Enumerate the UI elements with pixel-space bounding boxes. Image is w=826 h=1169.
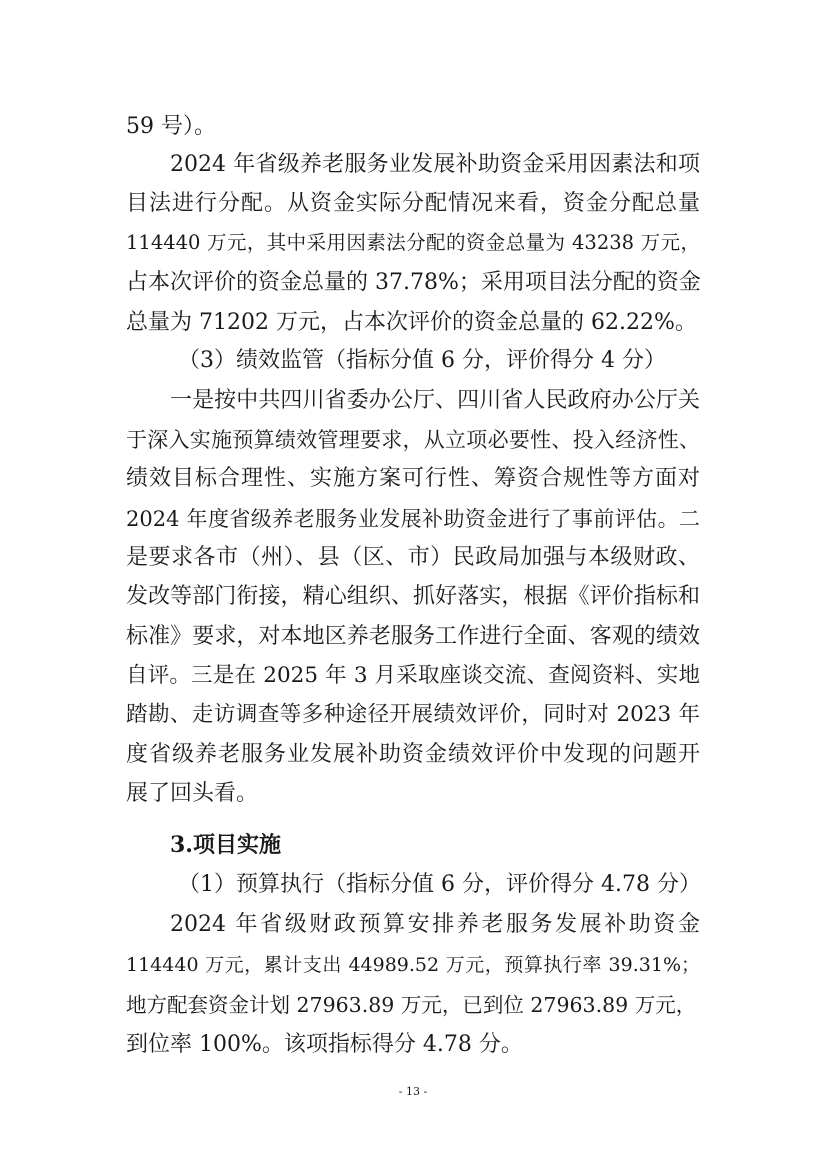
paragraph-line: 度省级养老服务业发展补助资金绩效评价中发现的问题开	[126, 742, 700, 767]
sub-heading: （1）预算执行（指标分值 6 分，评价得分 4.78 分）	[178, 872, 701, 897]
paragraph-line: 展了回头看。	[126, 781, 259, 806]
paragraph-line: 2024 年省级养老服务业发展补助资金采用因素法和项	[170, 152, 700, 177]
paragraph-line: 自评。三是在 2025 年 3 月采取座谈交流、查阅资料、实地	[126, 663, 700, 688]
paragraph-line: 114440 万元，其中采用因素法分配的资金总量为 43238 万元，	[126, 231, 700, 254]
paragraph-line: 占本次评价的资金总量的 37.78%；采用项目法分配的资金	[126, 270, 701, 295]
paragraph-line: 总量为 71202 万元，占本次评价的资金总量的 62.22%。	[126, 310, 697, 335]
paragraph-line: 于深入实施预算绩效管理要求，从立项必要性、投入经济性、	[126, 428, 700, 452]
sub-heading: （3）绩效监管（指标分值 6 分，评价得分 4 分）	[178, 348, 666, 373]
paragraph-line: 绩效目标合理性、实施方案可行性、筹资合规性等方面对	[126, 466, 700, 491]
paragraph-line: 标准》要求，对本地区养老服务工作进行全面、客观的绩效	[126, 624, 700, 649]
page-number: - 13 -	[398, 1085, 428, 1098]
paragraph-line: 114440 万元，累计支出 44989.52 万元，预算执行率 39.31%；	[126, 954, 700, 976]
text-line: 59 号）。	[126, 114, 216, 139]
paragraph-line: 到位率 100%。该项指标得分 4.78 分。	[126, 1032, 523, 1057]
paragraph-line: 踏勘、走访调查等多种途径开展绩效评价，同时对 2023 年	[126, 702, 700, 727]
paragraph-line: 地方配套资金计划 27963.89 万元，已到位 27963.89 万元，	[126, 993, 697, 1017]
paragraph-line: 是要求各市（州）、县（区、市）民政局加强与本级财政、	[126, 545, 700, 570]
paragraph-line: 2024 年省级财政预算安排养老服务发展补助资金	[170, 912, 700, 937]
paragraph-line: 发改等部门衔接，精心组织、抓好落实，根据《评价指标和	[126, 584, 700, 609]
section-heading: 3.项目实施	[170, 832, 281, 858]
paragraph-line: 一是按中共四川省委办公厅、四川省人民政府办公厅关	[170, 388, 700, 413]
paragraph-line: 目法进行分配。从资金实际分配情况来看，资金分配总量	[126, 191, 700, 216]
paragraph-line: 2024 年度省级养老服务业发展补助资金进行了事前评估。二	[126, 507, 700, 531]
